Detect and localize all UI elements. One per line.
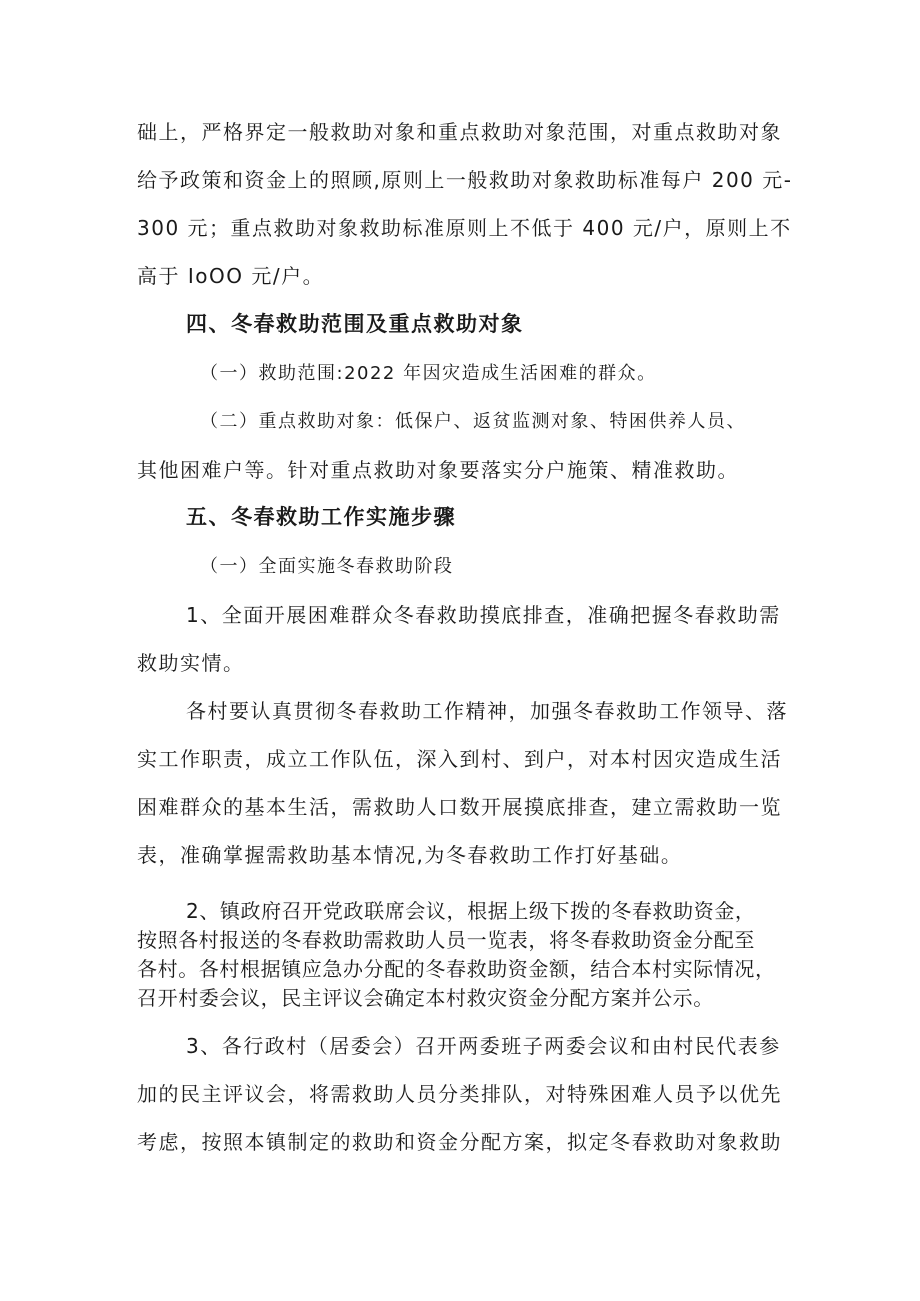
text-line: 实工作职责，成立工作队伍，深入到村、到户，对本村因灾造成生活 (137, 747, 782, 771)
text-line: 高于 IoOO 元/户。 (137, 264, 325, 288)
text-line: 2、镇政府召开党政联席会议，根据上级下拨的冬春救助资金， (186, 899, 756, 923)
text-line: 召开村委会议，民主评议会确定本村救灾资金分配方案并公示。 (137, 986, 714, 1010)
text-line: 救助实情。 (137, 651, 245, 675)
text-line: （二）重点救助对象：低保户、返贫监测对象、特困供养人员、 (200, 411, 746, 432)
text-line: 3、各行政村（居委会）召开两委班子两委会议和由村民代表参 (186, 1034, 781, 1058)
text-line: 各村要认真贯彻冬春救助工作精神，加强冬春救助工作领导、落 (186, 699, 788, 723)
text-line: （一）救助范围:2022 年因灾造成生活困难的群众。 (200, 363, 657, 384)
text-line: 其他困难户等。针对重点救助对象要落实分户施策、精准救助。 (137, 458, 739, 482)
text-line: 考虑，按照本镇制定的救助和资金分配方案，拟定冬春救助对象救助 (137, 1130, 782, 1154)
text-line: 表，准确掌握需救助基本情况,为冬春救助工作打好基础。 (137, 843, 683, 867)
text-line: 300 元；重点救助对象救助标准原则上不低于 400 元/户，原则上不 (137, 216, 792, 240)
section-heading-5: 五、冬春救助工作实施步骤 (186, 505, 456, 529)
text-line: 给予政策和资金上的照顾,原则上一般救助对象救助标准每户 200 元- (137, 168, 793, 192)
text-line: 1、全面开展困难群众冬春救助摸底排查，准确把握冬春救助需 (186, 603, 781, 627)
text-line: 各村。各村根据镇应急办分配的冬春救助资金额，结合本村实际情况， (137, 957, 776, 981)
text-line: 困难群众的基本生活，需救助人口数开展摸底排查，建立需救助一览 (137, 795, 782, 819)
text-line: 础上，严格界定一般救助对象和重点救助对象范围，对重点救助对象 (137, 120, 782, 144)
section-heading-4: 四、冬春救助范围及重点救助对象 (186, 312, 524, 336)
text-line: （一）全面实施冬春救助阶段 (200, 556, 454, 577)
text-line: 加的民主评议会，将需救助人员分类排队，对特殊困难人员予以优先 (137, 1082, 782, 1106)
text-line: 按照各村报送的冬春救助需救助人员一览表，将冬春救助资金分配至 (137, 928, 755, 952)
